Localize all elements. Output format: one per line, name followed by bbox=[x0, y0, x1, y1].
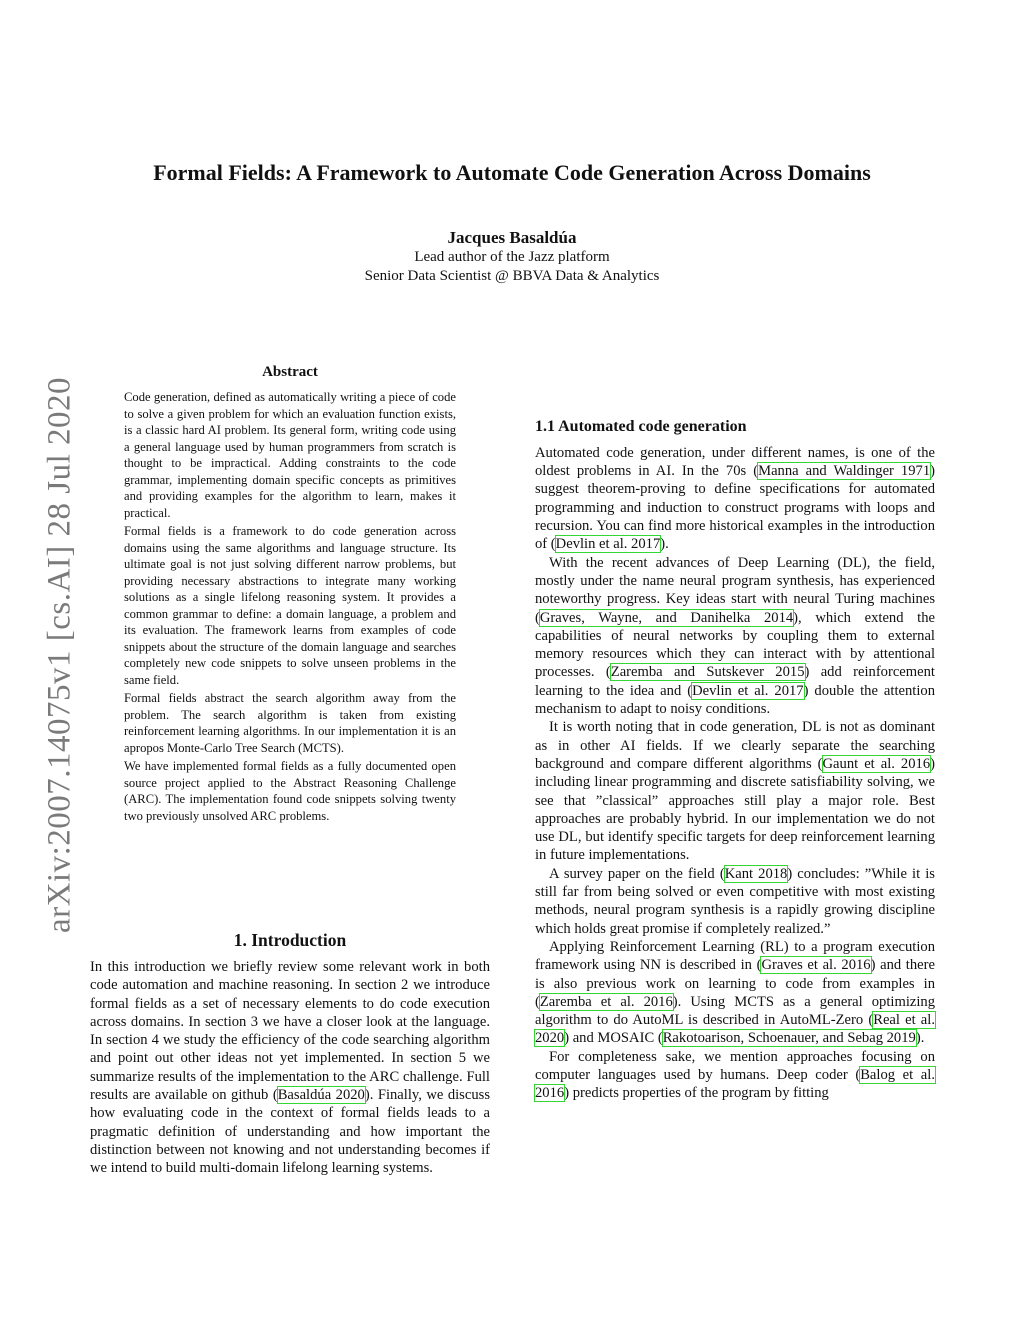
introduction-paragraph bbox=[90, 958, 490, 1178]
text-run: It is worth noting that in code generation, DL is not as dominant as in other AI fields. If we clearly separate the searching background and compare different algorithms ( bbox=[535, 719, 935, 772]
citation-link[interactable]: Devlin et al. 2017 bbox=[555, 536, 661, 553]
arxiv-stamp: arXiv:2007.14075v1 [cs.AI] 28 Jul 2020 bbox=[41, 376, 78, 934]
text-run: ) add reinforcement learning to the idea and ( bbox=[535, 664, 935, 699]
abstract-paragraph-3: Formal fields abstract the search algorithm away from the problem. The search algorithm is taken from existing reinforcement learning algorithms. In our implementation it is an apropos Monte-Carlo Tree Search (MCTS). bbox=[124, 691, 456, 755]
abstract-paragraph-4: We have implemented formal fields as a fully documented open source project applied to the Abstract Reasoning Challenge (ARC). The implementation found code snippets solving twenty two previously unsolved ARC problems. bbox=[124, 759, 456, 823]
author-name: Jacques Basaldúa bbox=[447, 228, 577, 247]
citation-link[interactable]: Gaunt et al. 2016 bbox=[822, 755, 931, 772]
text-run: A survey paper on the field ( bbox=[549, 865, 725, 882]
citation-link[interactable]: Zaremba and Sutskever 2015 bbox=[610, 664, 805, 681]
paragraph bbox=[535, 554, 935, 719]
subsection-heading: 1.1 Automated code generation bbox=[535, 417, 747, 435]
citation-link[interactable]: Graves et al. 2016 bbox=[761, 957, 871, 974]
citation-link[interactable]: Devlin et al. 2017 bbox=[692, 682, 804, 699]
abstract-heading: Abstract bbox=[262, 364, 318, 380]
text-run: Automated code generation, under different names, is one of the oldest problems in AI. In the 70s ( bbox=[535, 444, 935, 480]
paragraph bbox=[535, 865, 935, 938]
paragraph bbox=[535, 718, 935, 864]
author-block bbox=[0, 228, 1024, 286]
affiliation-2: Senior Data Scientist @ BBVA Data & Analytics bbox=[364, 268, 660, 284]
right-column bbox=[535, 363, 935, 1103]
paragraph bbox=[535, 444, 935, 554]
paper-title: Formal Fields: A Framework to Automate Code Generation Across Domains bbox=[153, 160, 871, 185]
text-run: Applying Reinforcement Learning (RL) to a program execution framework using NN is described in ( bbox=[535, 938, 935, 974]
citation-link[interactable]: Kant 2018 bbox=[724, 865, 788, 882]
abstract-paragraph-1: Code generation, defined as automatically writing a piece of code to solve a given problem for which an evaluation function exists, is a classic hard AI problem. Its general form, writing code using a general language used by human programmers from scratch is thought to be impractical. Adding constraints to the code grammar, implementing domain specific concepts as primitives and providing examples for the algorithm to learn, makes it practical. bbox=[124, 390, 456, 520]
citation-link[interactable]: Balog et al. 2016 bbox=[535, 1066, 935, 1102]
citation-link[interactable]: Manna and Waldinger 1971 bbox=[758, 463, 931, 480]
citation-link[interactable]: Real et al. 2020 bbox=[535, 1012, 935, 1047]
text-run: For completeness sake, we mention approaches focusing on computer languages used by humans. Deep coder ( bbox=[535, 1048, 935, 1083]
text-run: ) including linear programming and discrete satisfiability solving, we see that ”classical” approaches still play a major role. Best approaches are probably hybrid. In our implementation we do not use DL, but identify specific targets for deep reinforcement learning in future implementations. bbox=[535, 755, 935, 864]
text-run: ) and there is also previous work on learning to code from examples in ( bbox=[535, 957, 935, 1010]
text-run: ). bbox=[660, 536, 669, 553]
text-run: ). Using MCTS as a general optimizing algorithm to do AutoML is described in AutoML-Zero ( bbox=[535, 993, 935, 1029]
intro-continuation-space bbox=[535, 363, 935, 400]
citation-link[interactable]: Basaldúa 2020 bbox=[277, 1087, 365, 1104]
text-run: ) predicts properties of the program by fitting bbox=[564, 1085, 829, 1102]
text-run: ) concludes: ”While it is still far from being solved or even competitive with most existing methods, neural program synthesis is a rapidly growing discipline which holds great promise if completely realized.” bbox=[535, 865, 935, 937]
affiliation-1: Lead author of the Jazz platform bbox=[414, 249, 610, 265]
citation-link[interactable]: Graves, Wayne, and Danihelka 2014 bbox=[539, 609, 794, 626]
text-run: ) and MOSAIC ( bbox=[564, 1030, 663, 1047]
citation-link[interactable]: Zaremba et al. 2016 bbox=[539, 993, 673, 1010]
text-run: ) suggest theorem-proving to define specifications for automated programming and induction to construct programs with loops and recursion. You can find more historical examples in the introduction of ( bbox=[535, 463, 935, 553]
text-run: With the recent advances of Deep Learning (DL), the field, mostly under the name neural program synthesis, has experienced noteworthy progress. Key ideas start with neural Turing machines ( bbox=[535, 554, 935, 626]
introduction-heading: 1. Introduction bbox=[233, 930, 347, 950]
text-run: ). bbox=[915, 1030, 925, 1047]
text-run: ). Finally, we discuss how evaluating code in the context of formal fields leads to a pragmatic definition of understanding and how important the distinction between not knowing and not understanding becomes if we intend to build multi-domain lifelong learning systems. bbox=[90, 1087, 490, 1177]
paragraph bbox=[535, 1048, 935, 1103]
text-run: ) double the attention mechanism to adapt to noisy conditions. bbox=[535, 682, 935, 718]
citation-link[interactable]: Rakotoarison, Schoenauer, and Sebag 2019 bbox=[662, 1030, 916, 1047]
text-run: In this introduction we briefly review some relevant work in both code automation and machine reasoning. In section 2 we introduce formal fields as a set of necessary elements to do code execution across domains. In section 3 we have a closer look at the language. In section 4 we study the efficiency of the code searching algorithm and point out other ideas not yet implemented. In section 5 we summarize results of the implementation to the ARC challenge. Full results are available on github ( bbox=[90, 959, 490, 1104]
abstract-paragraph-2: Formal fields is a framework to do code generation across domains using the same algorithms and language structure. Its ultimate goal is not just solving different narrow problems, but providing necessary abstractions to integrate many working solutions as a single lifelong reasoning system. It provides a common grammar to define: a domain language, a problem and its evaluation. The framework learns from examples of code snippets about the structure of the domain language and searches completely new code snippets to solve unseen problems in the same field. bbox=[124, 524, 456, 687]
text-run: ), which extend the capabilities of neural networks by coupling them to external memory resources which they can interact with by attentional processes. ( bbox=[535, 609, 935, 681]
abstract bbox=[124, 364, 456, 826]
paragraph bbox=[535, 938, 935, 1048]
